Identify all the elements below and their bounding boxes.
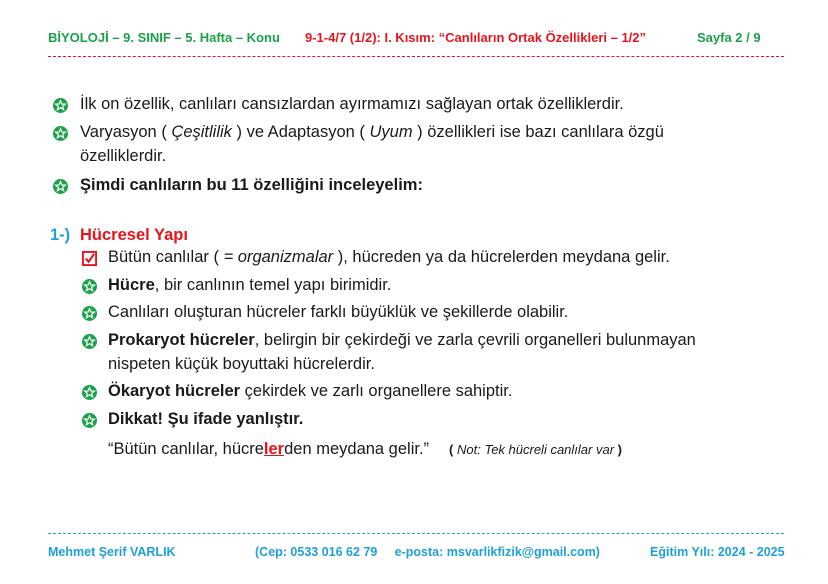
item-1	[108, 248, 670, 267]
item-5	[108, 382, 512, 401]
text: çekirdek ve zarlı organellere sahiptir.	[240, 382, 513, 400]
intro-line-2-cont: özelliklerdir.	[80, 147, 167, 165]
intro-line-3: Şimdi canlıların bu 11 özelliğini inceleyelim:	[80, 176, 423, 194]
star-bullet-icon	[82, 279, 97, 294]
text: Bütün canlılar (	[108, 248, 224, 266]
bold-term: Prokaryot hücreler	[108, 331, 255, 349]
bold-term: Ökaryot hücreler	[108, 382, 241, 400]
star-bullet-icon	[82, 334, 97, 349]
item-6-warning: Dikkat! Şu ifade yanlıştır.	[108, 410, 304, 428]
star-bullet-icon	[53, 126, 68, 141]
footer-contact: (Cep: 0533 016 62 79 e-posta: msvarlikfizik@gmail.com)	[255, 545, 600, 559]
header-divider	[48, 56, 784, 57]
text: ) özellikleri ise bazı canlılara özgü	[412, 123, 664, 141]
text: Varyasyon (	[80, 123, 172, 141]
footer-author: Mehmet Şerif VARLIK	[48, 545, 176, 559]
header-topic: 9-1-4/7 (1/2): I. Kısım: “Canlıların Ortak Özellikleri – 1/2”	[305, 30, 647, 45]
intro-line-2	[80, 123, 664, 142]
quote-line	[108, 440, 622, 459]
section-title: Hücresel Yapı	[80, 226, 188, 244]
star-bullet-icon	[53, 179, 68, 194]
text: ) ve Adaptasyon (	[231, 123, 370, 141]
star-bullet-icon	[53, 98, 68, 113]
item-3: Canlıları oluşturan hücreler farklı büyüklük ve şekillerde olabilir.	[108, 303, 569, 321]
star-bullet-icon	[82, 385, 97, 400]
header-page: Sayfa 2 / 9	[697, 30, 761, 45]
text: , bir canlının temel yapı birimidir.	[154, 276, 392, 294]
star-bullet-icon	[82, 306, 97, 321]
emphasis: = organizmalar	[223, 248, 334, 266]
text: (	[449, 442, 457, 457]
item-4-cont: nispeten küçük boyuttaki hücrelerdir.	[108, 355, 375, 373]
footer-year: Eğitim Yılı: 2024 - 2025	[650, 545, 785, 559]
checked-box-icon	[82, 251, 97, 266]
footer-divider	[48, 533, 784, 534]
item-4	[108, 331, 696, 350]
emphasis: Uyum	[369, 123, 413, 141]
text: , belirgin bir çekirdeği ve zarla çevrili organelleri bulunmayan	[254, 331, 696, 349]
header-course: BİYOLOJİ – 9. SINIF – 5. Hafta – Konu	[48, 30, 280, 45]
text: den meydana gelir.”	[284, 440, 430, 458]
bold-term: Hücre	[108, 276, 155, 294]
star-bullet-icon	[82, 413, 97, 428]
text: )	[614, 442, 622, 457]
section-number: 1-)	[50, 226, 71, 244]
note-text: Not: Tek hücreli canlılar var	[457, 442, 615, 457]
text: “Bütün canlılar, hücre	[108, 440, 264, 458]
text: ), hücreden ya da hücrelerden meydana gelir.	[333, 248, 670, 266]
note	[449, 442, 622, 457]
highlighted-suffix: ler	[263, 440, 285, 458]
item-2	[108, 276, 391, 295]
emphasis: Çeşitlilik	[171, 123, 232, 141]
intro-line-1: İlk on özellik, canlıları cansızlardan ayırmamızı sağlayan ortak özelliklerdir.	[80, 95, 624, 113]
